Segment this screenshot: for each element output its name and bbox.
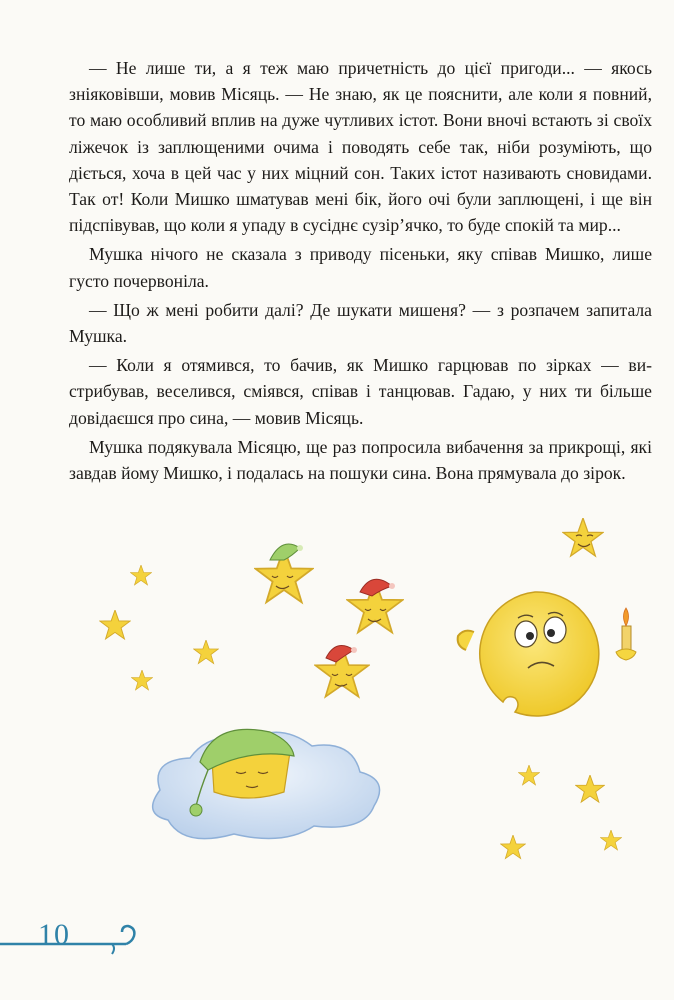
paragraph-5: Мушка подякувала Місяцю, ще раз попросила вибачення за прикрощі, які завдав йому Мишко, і подалась на пошуки сина. Вона прямувала до зірок.: [69, 436, 652, 484]
paragraph-1: — Не лише ти, а я теж маю причетність до цієї пригоди... — якось зніяковівши, мовив Місяць. — Не знаю, як це пояснити, але коли я повний, то маю особливий вплив на дуже чутливих істот. Вони вночі встають зі своїх ліжечок із заплющеними очима і поводять себе так, ніби розуміють, що діється, хоча в цей час у них міцний сон. Таких істот називають сновидами. Так от! Коли Мишко шматував мені бік, його очі були заплющені, і ще він підспівував, що коли я упаду в сусіднє сузір’ячко, то буде спокій та мир...: [69, 58, 652, 236]
sleeping-star-on-cloud-icon: [153, 729, 380, 838]
star-with-red-cap-2-icon: [315, 646, 368, 697]
page-footer-ornament: [0, 915, 674, 975]
small-star-4-icon: [132, 670, 153, 690]
small-star-6-icon: [576, 775, 605, 802]
small-star-2-icon: [100, 610, 130, 639]
small-star-1-icon: [131, 565, 152, 585]
story-text: [69, 55, 652, 489]
smiling-star-icon: [563, 518, 603, 556]
star-with-green-cap-icon: [256, 544, 313, 602]
paragraph-4: — Коли я отямився, то бачив, як Мишко гарцював по зірках — вистрибував, веселився, сміявся, співав і танцював. Гадаю, у них ти більше довідаєшся про сина, — мовив Місяць.: [69, 355, 652, 428]
sad-moon-icon: [458, 592, 636, 716]
star-with-red-cap-icon: [347, 579, 402, 632]
night-sky-illustration: [0, 500, 674, 900]
small-star-3-icon: [194, 640, 219, 664]
paragraph-2: Мушка нічого не сказала з приводу пісеньки, яку співав Мишко, лише густо почервоніла.: [69, 244, 652, 291]
small-star-8-icon: [601, 830, 622, 850]
small-star-5-icon: [519, 765, 540, 785]
paragraph-3: — Що ж мені робити далі? Де шукати мишеня? — з розпачем запитала Мушка.: [69, 299, 652, 347]
small-star-7-icon: [501, 835, 526, 859]
page-number: 10: [38, 918, 70, 951]
